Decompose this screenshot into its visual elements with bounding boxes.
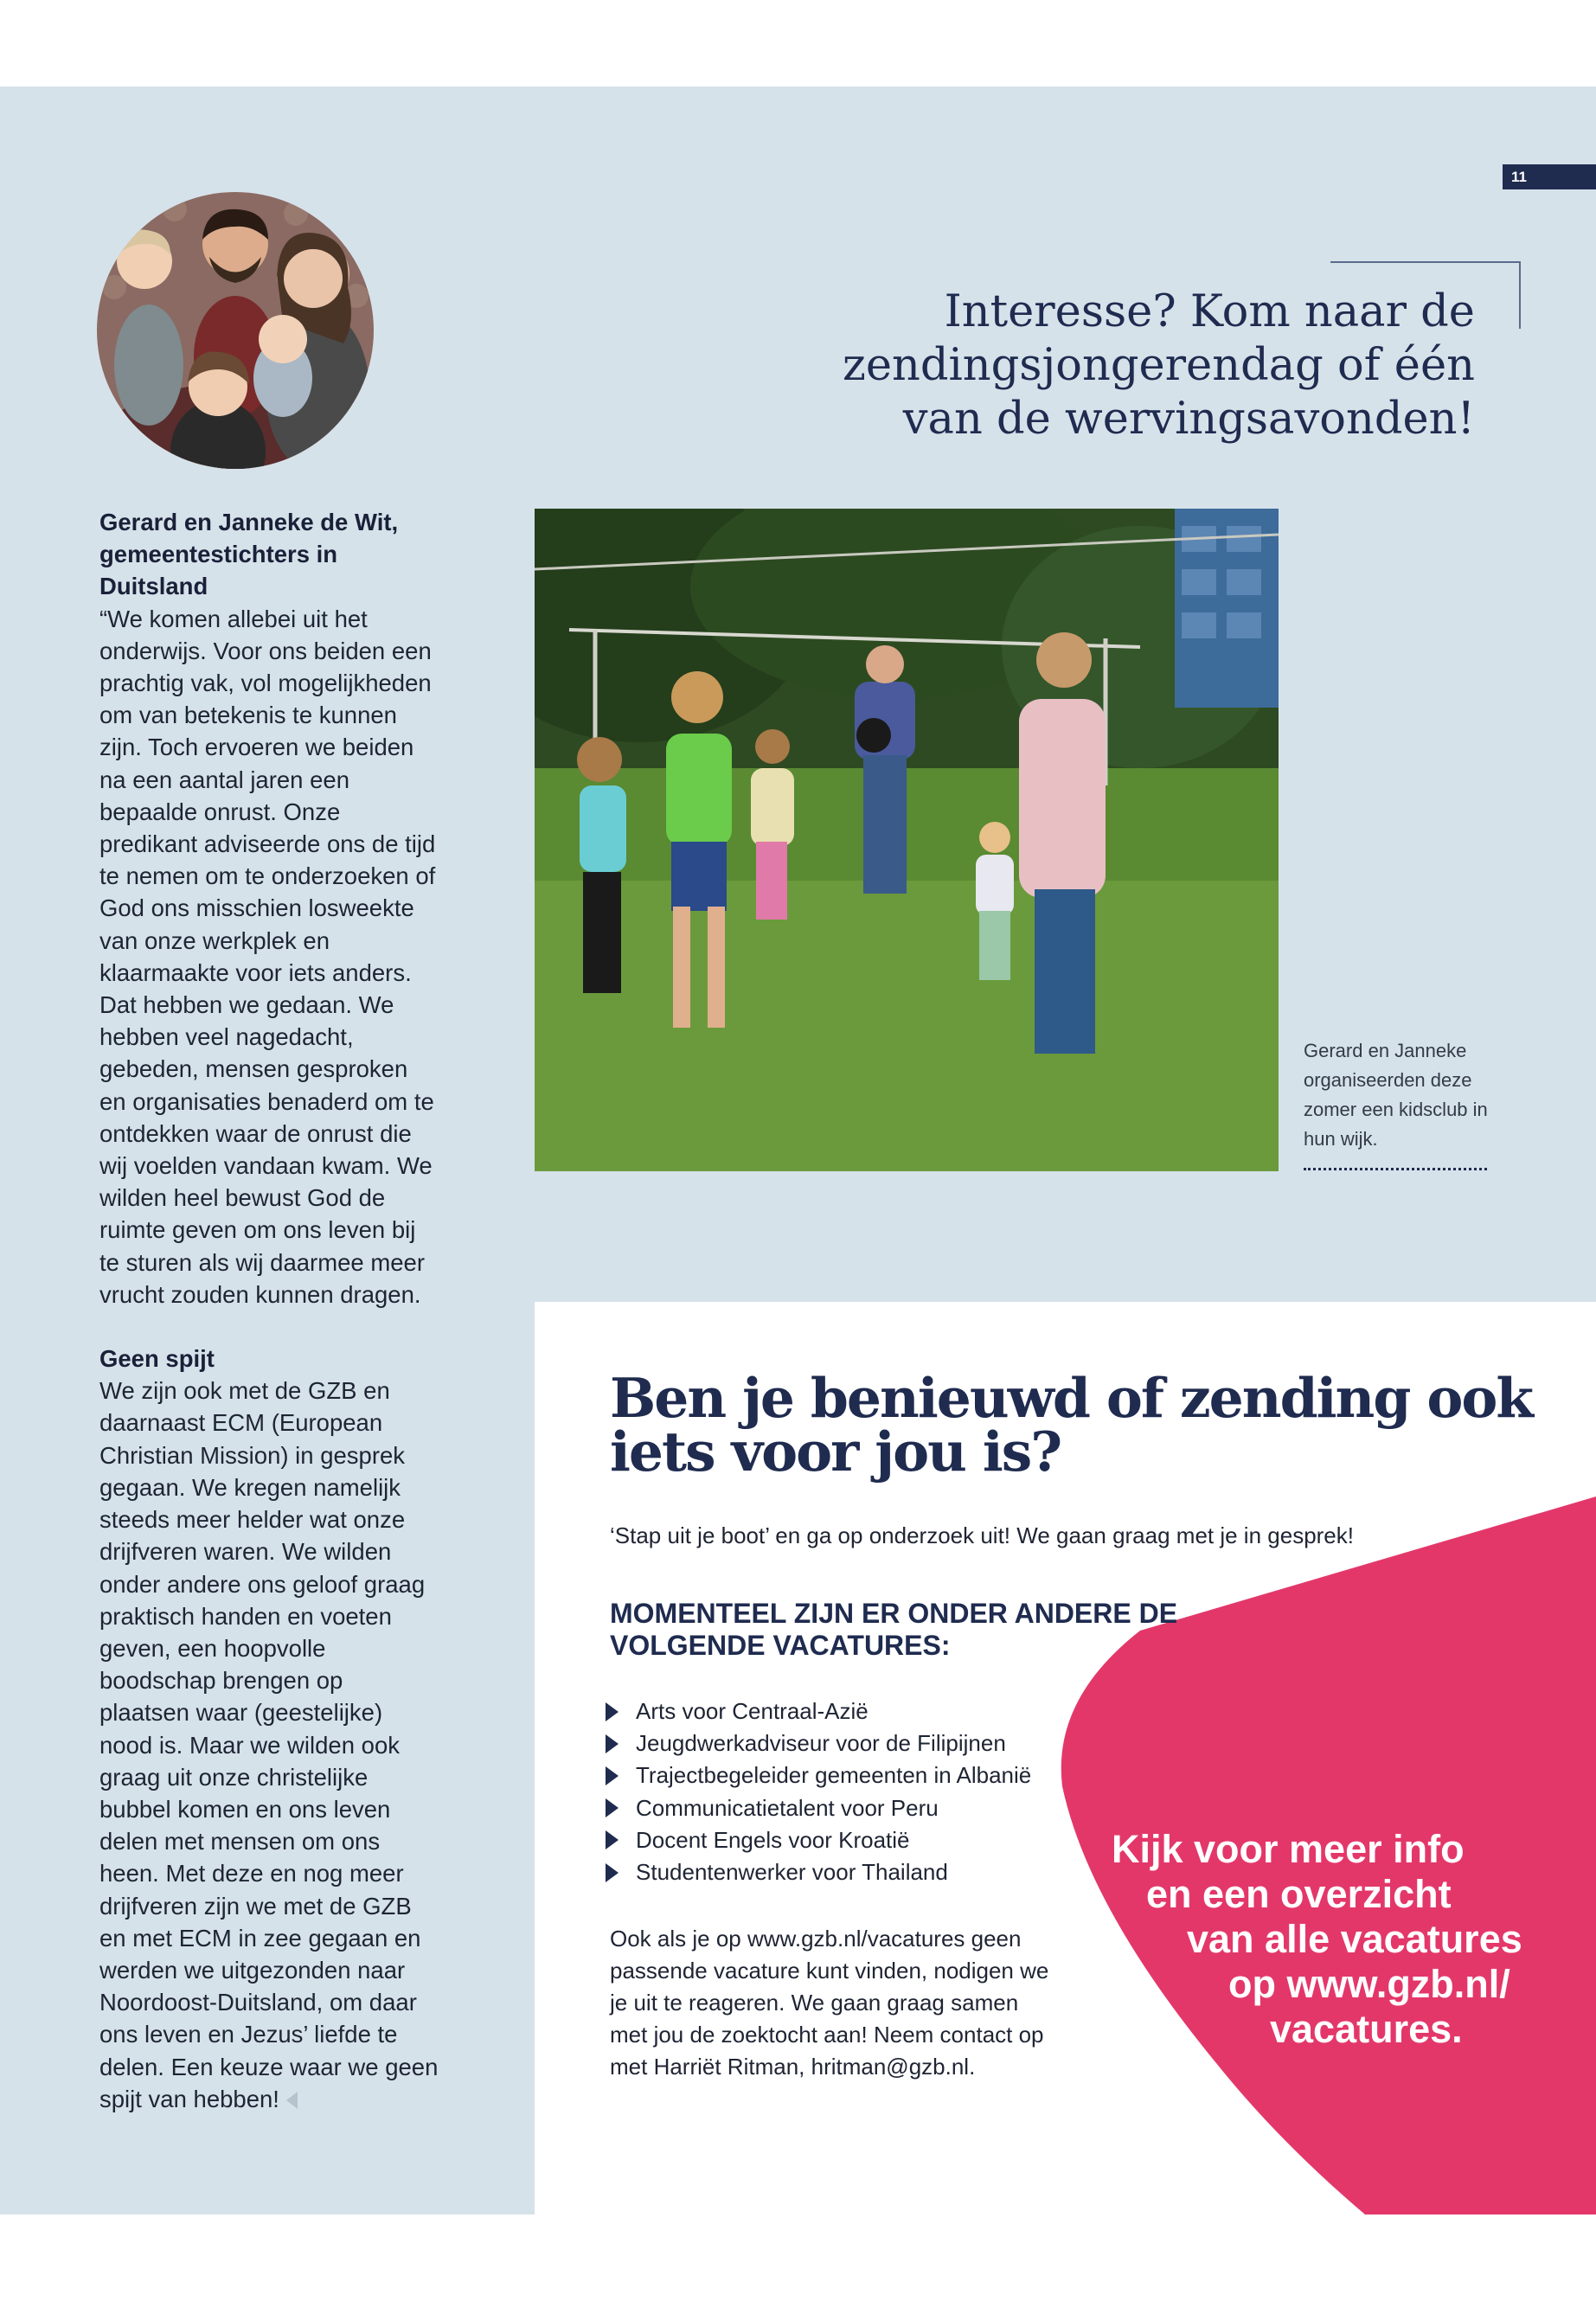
section-body [99, 1375, 439, 2115]
cta-line: van alle vacatures [1187, 1917, 1522, 1961]
pull-quote-line: Interesse? Kom naar de [944, 286, 1475, 337]
vacatures-heading [610, 1598, 1215, 1662]
vacature-label: Jeugdwerkadviseur voor de Filipijnen [636, 1730, 1006, 1757]
box-headline [610, 1366, 1544, 1484]
vacature-item [606, 1695, 1031, 1727]
box-headline-line: Ben je benieuwd of zending ook [610, 1366, 1533, 1430]
profile-name: Gerard en Janneke de Wit, gemeentestichters in Duitsland [99, 509, 399, 600]
cta-text[interactable] [1073, 1827, 1557, 2052]
vacatures-heading-line: VOLGENDE VACATURES: [610, 1630, 951, 1661]
cta-line: en een overzicht [1146, 1872, 1452, 1916]
bullet-arrow-icon [606, 1798, 619, 1817]
section-body-text: We zijn ook met de GZB en daarnaast ECM (European Christian Mission) in gesprek gegaan. We kregen namelijk steeds meer helder wat onze drijfveren waren. We wilden onder andere ons geloof graag praktisch handen en voeten geven, een hoopvolle boodschap brengen op plaatsen waar (geestelijke) nood is. Maar we wilden ook graag uit onze christelijke bubbel komen en ons leven delen met mensen om ons heen. Met deze en nog meer drijfveren zijn we met de GZB en met ECM in zee gegaan en werden we uitgezonden naar Noordoost-Duitsland, om daar ons leven en Jezus’ liefde te delen. Een keuze waar we geen spijt van hebben! [99, 1377, 439, 2112]
pull-quote-line: van de wervingsavonden! [902, 394, 1475, 445]
family-portrait-image [97, 192, 374, 469]
vacature-item [606, 1792, 1031, 1824]
cta-line: Kijk voor meer info [1112, 1827, 1465, 1871]
pull-quote [830, 285, 1475, 446]
page-number: 11 [1503, 164, 1596, 189]
cta-line: vacatures. [1270, 2007, 1463, 2051]
vacature-label: Docent Engels voor Kroatië [636, 1826, 910, 1853]
bullet-arrow-icon [606, 1702, 619, 1721]
vacatures-list [606, 1695, 1031, 1888]
end-mark-icon [286, 2092, 298, 2109]
kidsclub-photo-image [535, 509, 1279, 1171]
section-heading: Geen spijt [99, 1345, 215, 1373]
vacature-label: Trajectbegeleider gemeenten in Albanië [636, 1762, 1032, 1789]
vacature-label: Arts voor Centraal-Azië [636, 1698, 869, 1724]
box-headline-line: iets voor jou is? [610, 1420, 1061, 1484]
bullet-arrow-icon [606, 1830, 619, 1849]
box-outro: Ook als je op www.gzb.nl/vacatures geen passende vacature kunt vinden, nodigen we je uit te reageren. We gaan graag samen met jou de zoektocht aan! Neem contact op met Harriët Ritman, hritman@gzb.nl. [610, 1926, 1049, 2080]
vacature-item [606, 1759, 1031, 1791]
quote-frame-line [1330, 261, 1521, 263]
pull-quote-line: zendingsjongerendag of één [842, 340, 1475, 391]
vacature-item [606, 1824, 1031, 1856]
quote-frame-line-vertical [1519, 261, 1521, 329]
bullet-arrow-icon [606, 1766, 619, 1785]
family-portrait [97, 192, 374, 469]
kidsclub-photo [535, 509, 1279, 1171]
vacature-item [606, 1727, 1031, 1759]
cta-line: op www.gzb.nl/ [1228, 1962, 1510, 2006]
vacature-item [606, 1856, 1031, 1888]
bullet-arrow-icon [606, 1734, 619, 1753]
vacatures-heading-line: MOMENTEEL ZIJN ER ONDER ANDERE DE [610, 1598, 1178, 1629]
caption-dotted-rule [1304, 1168, 1487, 1170]
photo-caption: Gerard en Janneke organiseerden deze zomer een kidsclub in hun wijk. [1304, 1040, 1488, 1150]
vacature-label: Studentenwerker voor Thailand [636, 1859, 948, 1886]
article-left-column [99, 506, 439, 2115]
profile-body: “We komen allebei uit het onderwijs. Voor ons beiden een prachtig vak, vol mogelijkheden om van betekenis te kunnen zijn. Toch ervoeren we beiden na een aantal jaren een bepaalde onrust. Onze predikant adviseerde ons de tijd te nemen om te onderzoeken of God ons misschien losweekte van onze werkplek en klaarmaakte voor iets anders. Dat hebben we gedaan. We hebben veel nagedacht, gebeden, mensen gesproken en organisaties benaderd om te ontdekken waar de onrust die wij voelden vandaan kwam. We wilden heel bewust God de ruimte geven om ons leven bij te sturen als wij daarmee meer vrucht zouden kunnen dragen. [99, 605, 436, 1308]
box-intro: ‘Stap uit je boot’ en ga op onderzoek uit! We gaan graag met je in gesprek! [610, 1522, 1354, 1548]
vacature-label: Communicatietalent voor Peru [636, 1794, 939, 1821]
bullet-arrow-icon [606, 1863, 619, 1882]
